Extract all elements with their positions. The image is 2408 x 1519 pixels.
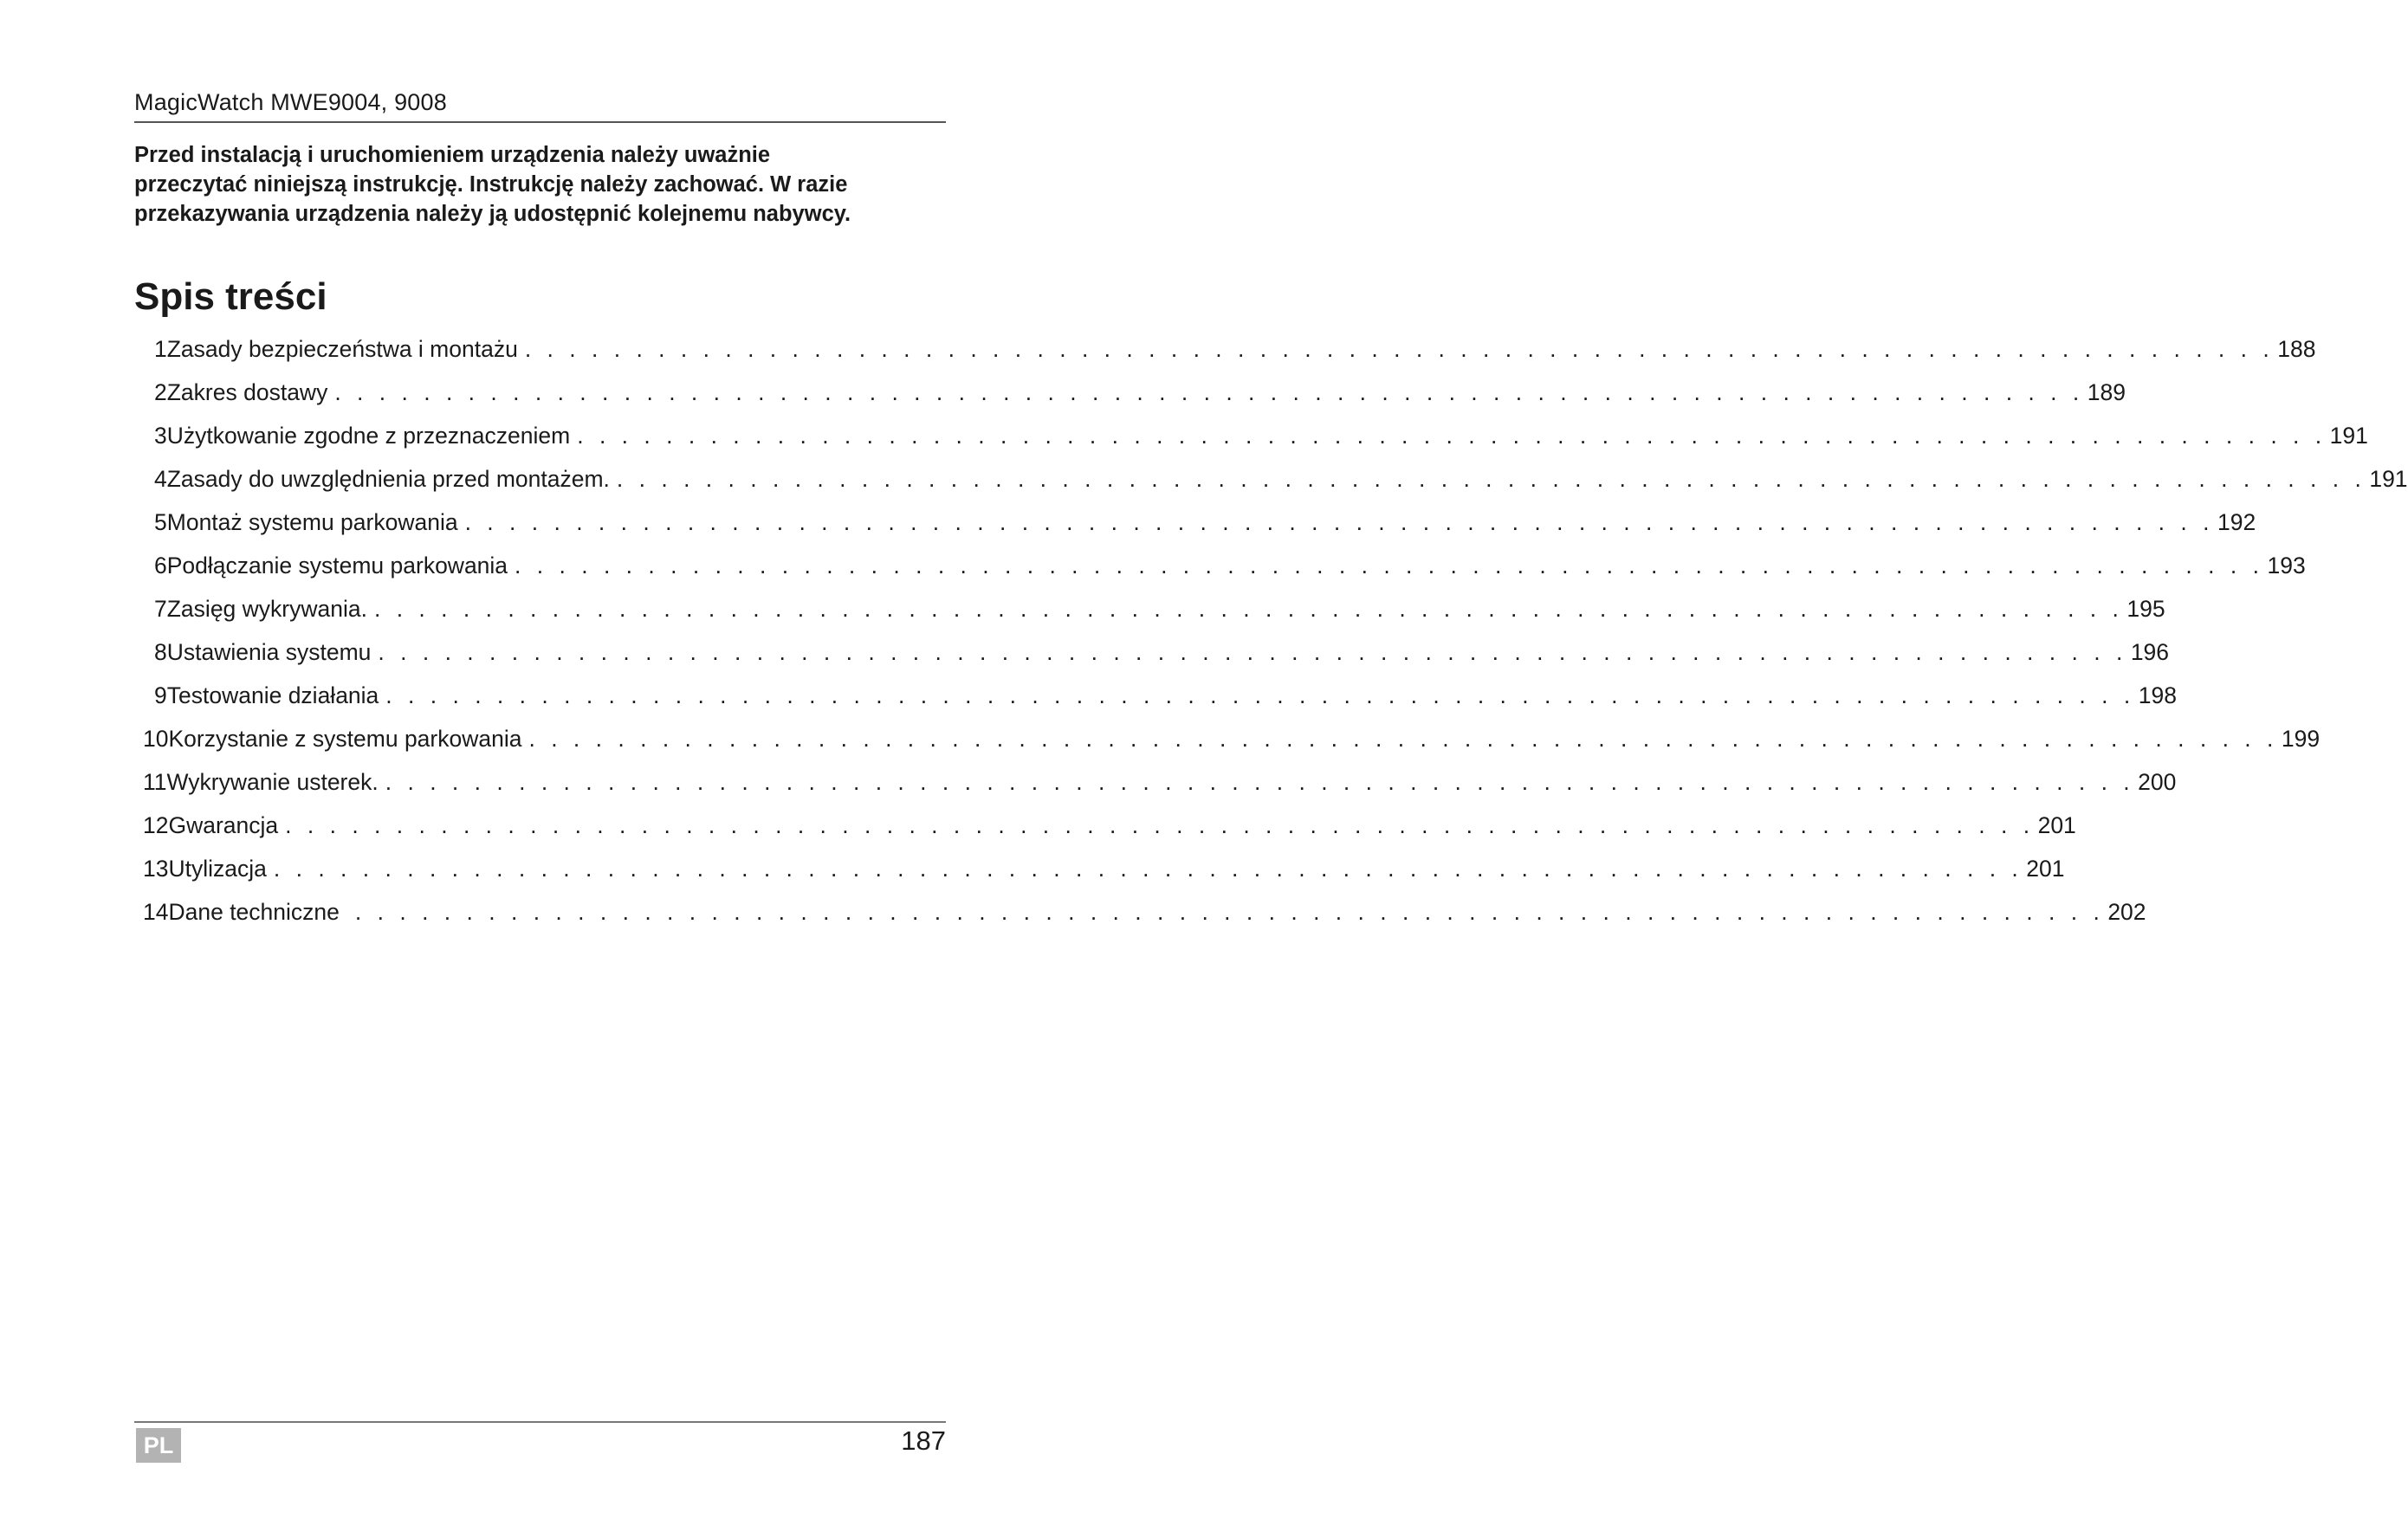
toc-entry-page: 202 xyxy=(2107,899,2146,925)
toc-entry-title: Gwarancja xyxy=(168,812,279,838)
toc-entry-number: 5 xyxy=(154,509,167,535)
toc-entry-page: 192 xyxy=(2217,509,2256,535)
toc-entry-title: Zakres dostawy xyxy=(166,379,328,405)
toc-dot-leader: . . . . . . . . . . . . . . . . . . . . . . . . . . . . . . . . . . . . . . . . . . . . . . . . . . . . . . . . . . . . . . . . . . . . . . . . . . . . . . . xyxy=(385,769,2135,795)
toc-entry[interactable] xyxy=(143,724,2321,753)
toc-entry-title: Dane techniczne xyxy=(168,899,340,925)
toc-entry[interactable] xyxy=(154,464,2408,494)
toc-heading: Spis treści xyxy=(134,275,327,318)
toc-entry[interactable] xyxy=(154,378,2126,407)
toc-entry-number: 10 xyxy=(143,726,169,752)
toc-entry-number: 14 xyxy=(143,899,169,925)
toc-dot-leader: . . . . . . . . . . . . . . . . . . . . . . . . . . . . . . . . . . . . . . . . . . . . . . . . . . . . . . . . . . . . . . . . . . . . . . . . . . . . . . . xyxy=(334,379,2084,405)
language-badge: PL xyxy=(136,1428,181,1463)
toc-entry-title: Podłączanie systemu parkowania xyxy=(166,553,508,579)
toc-entry-page: 193 xyxy=(2267,553,2306,579)
toc-entry-page: 201 xyxy=(2037,812,2076,838)
safety-notice-line: przeczytać niniejszą instrukcję. Instrukcję należy zachować. W razie xyxy=(134,172,848,197)
toc-entry-number: 7 xyxy=(154,596,167,622)
toc-entry[interactable] xyxy=(143,897,2146,927)
toc-entry-title: Zasady do uwzględnienia przed montażem. xyxy=(166,466,610,492)
toc-entry[interactable] xyxy=(143,854,2065,883)
toc-dot-leader: . . . . . . . . . . . . . . . . . . . . . . . . . . . . . . . . . . . . . . . . . . . . . . . . . . . . . . . . . . . . . . . . . . . . . . . . . . . . . . . xyxy=(273,856,2023,882)
toc-entry-title: Ustawienia systemu xyxy=(166,639,372,665)
safety-notice-line: przekazywania urządzenia należy ją udostępnić kolejnemu nabywcy. xyxy=(134,202,851,226)
toc-dot-leader: . . . . . . . . . . . . . . . . . . . . . . . . . . . . . . . . . . . . . . . . . . . . . . . . . . . . . . . . . . . . . . . . . . . . . . . . . . . . . . . xyxy=(385,682,2135,708)
toc-dot-leader: . . . . . . . . . . . . . . . . . . . . . . . . . . . . . . . . . . . . . . . . . . . . . . . . . . . . . . . . . . . . . . . . . . . . . . . . . . . . . . . xyxy=(464,509,2214,535)
toc-entry-page: 191 xyxy=(2369,466,2408,492)
document-header-title: MagicWatch MWE9004, 9008 xyxy=(134,89,447,115)
toc-entry-page: 199 xyxy=(2281,726,2321,752)
toc-entry-number: 1 xyxy=(154,336,167,362)
toc-dot-leader: . . . . . . . . . . . . . . . . . . . . . . . . . . . . . . . . . . . . . . . . . . . . . . . . . . . . . . . . . . . . . . . . . . . . . . . . . . . . . . . xyxy=(616,466,2366,492)
toc-entry-number: 2 xyxy=(154,379,167,405)
toc-entry-title: Użytkowanie zgodne z przeznaczeniem xyxy=(166,423,571,449)
toc-dot-leader: . . . . . . . . . . . . . . . . . . . . . . . . . . . . . . . . . . . . . . . . . . . . . . . . . . . . . . . . . . . . . . . . . . . . . . . . . . . . . . . xyxy=(528,726,2278,752)
toc-entry-number: 13 xyxy=(143,856,169,882)
safety-notice xyxy=(134,140,948,229)
header-divider xyxy=(134,121,946,123)
toc-dot-leader: . . . . . . . . . . . . . . . . . . . . . . . . . . . . . . . . . . . . . . . . . . . . . . . . . . . . . . . . . . . . . . . . . . . . . . . . . . . . . . . xyxy=(373,596,2124,622)
toc-entry-title: Utylizacja xyxy=(168,856,267,882)
toc-entry[interactable] xyxy=(154,637,2170,667)
toc-dot-leader: . . . . . . . . . . . . . . . . . . . . . . . . . . . . . . . . . . . . . . . . . . . . . . . . . . . . . . . . . . . . . . . . . . . . . . . . . . . . . . . xyxy=(515,553,2264,579)
toc-dot-leader: . . . . . . . . . . . . . . . . . . . . . . . . . . . . . . . . . . . . . . . . . . . . . . . . . . . . . . . . . . . . . . . . . . . . . . . . . . . . . . . xyxy=(354,899,2105,925)
toc-entry-number: 4 xyxy=(154,466,167,492)
toc-entry-page: 201 xyxy=(2026,856,2065,882)
toc-dot-leader: . . . . . . . . . . . . . . . . . . . . . . . . . . . . . . . . . . . . . . . . . . . . . . . . . . . . . . . . . . . . . . . . . . . . . . . . . . . . . . . xyxy=(285,812,2035,838)
toc-entry[interactable] xyxy=(154,421,2368,450)
toc-entry[interactable] xyxy=(143,811,2076,840)
toc-entry-number: 6 xyxy=(154,553,167,579)
toc-entry[interactable] xyxy=(143,767,2177,797)
toc-dot-leader: . . . . . . . . . . . . . . . . . . . . . . . . . . . . . . . . . . . . . . . . . . . . . . . . . . . . . . . . . . . . . . . . . . . . . . . . . . . . . . . xyxy=(378,639,2127,665)
toc-entry-number: 3 xyxy=(154,423,167,449)
toc-entry-number: 9 xyxy=(154,682,167,708)
toc-dot-leader: . . . . . . . . . . . . . . . . . . . . . . . . . . . . . . . . . . . . . . . . . . . . . . . . . . . . . . . . . . . . . . . . . . . . . . . . . . . . . . . xyxy=(524,336,2275,362)
toc-entry-title: Zasięg wykrywania. xyxy=(166,596,367,622)
toc-entry-title: Zasady bezpieczeństwa i montażu xyxy=(166,336,518,362)
footer-divider xyxy=(134,1421,946,1423)
toc-entry-page: 191 xyxy=(2329,423,2368,449)
toc-entry-number: 8 xyxy=(154,639,167,665)
toc-entry-title: Montaż systemu parkowania xyxy=(166,509,458,535)
toc-entry-title: Korzystanie z systemu parkowania xyxy=(168,726,522,752)
toc-entry-page: 198 xyxy=(2138,682,2177,708)
safety-notice-line: Przed instalacją i uruchomieniem urządzenia należy uważnie xyxy=(134,143,771,167)
toc-entry-page: 196 xyxy=(2130,639,2170,665)
toc-entry-title: Wykrywanie usterek. xyxy=(166,769,379,795)
toc-entry-page: 195 xyxy=(2126,596,2165,622)
page-number: 187 xyxy=(901,1425,946,1456)
toc-entry[interactable] xyxy=(154,507,2256,537)
toc-entry-number: 11 xyxy=(143,769,167,795)
toc-dot-leader: . . . . . . . . . . . . . . . . . . . . . . . . . . . . . . . . . . . . . . . . . . . . . . . . . . . . . . . . . . . . . . . . . . . . . . . . . . . . . . . xyxy=(577,423,2327,449)
toc-entry-page: 200 xyxy=(2138,769,2177,795)
toc-entry-page: 188 xyxy=(2277,336,2316,362)
toc-entry[interactable] xyxy=(154,594,2165,624)
toc-entry[interactable] xyxy=(154,551,2306,580)
toc-entry[interactable] xyxy=(154,681,2177,710)
toc-entry-page: 189 xyxy=(2087,379,2126,405)
toc-entry[interactable] xyxy=(154,334,2316,364)
toc-entry-number: 12 xyxy=(143,812,169,838)
toc-entry-title: Testowanie działania xyxy=(166,682,379,708)
